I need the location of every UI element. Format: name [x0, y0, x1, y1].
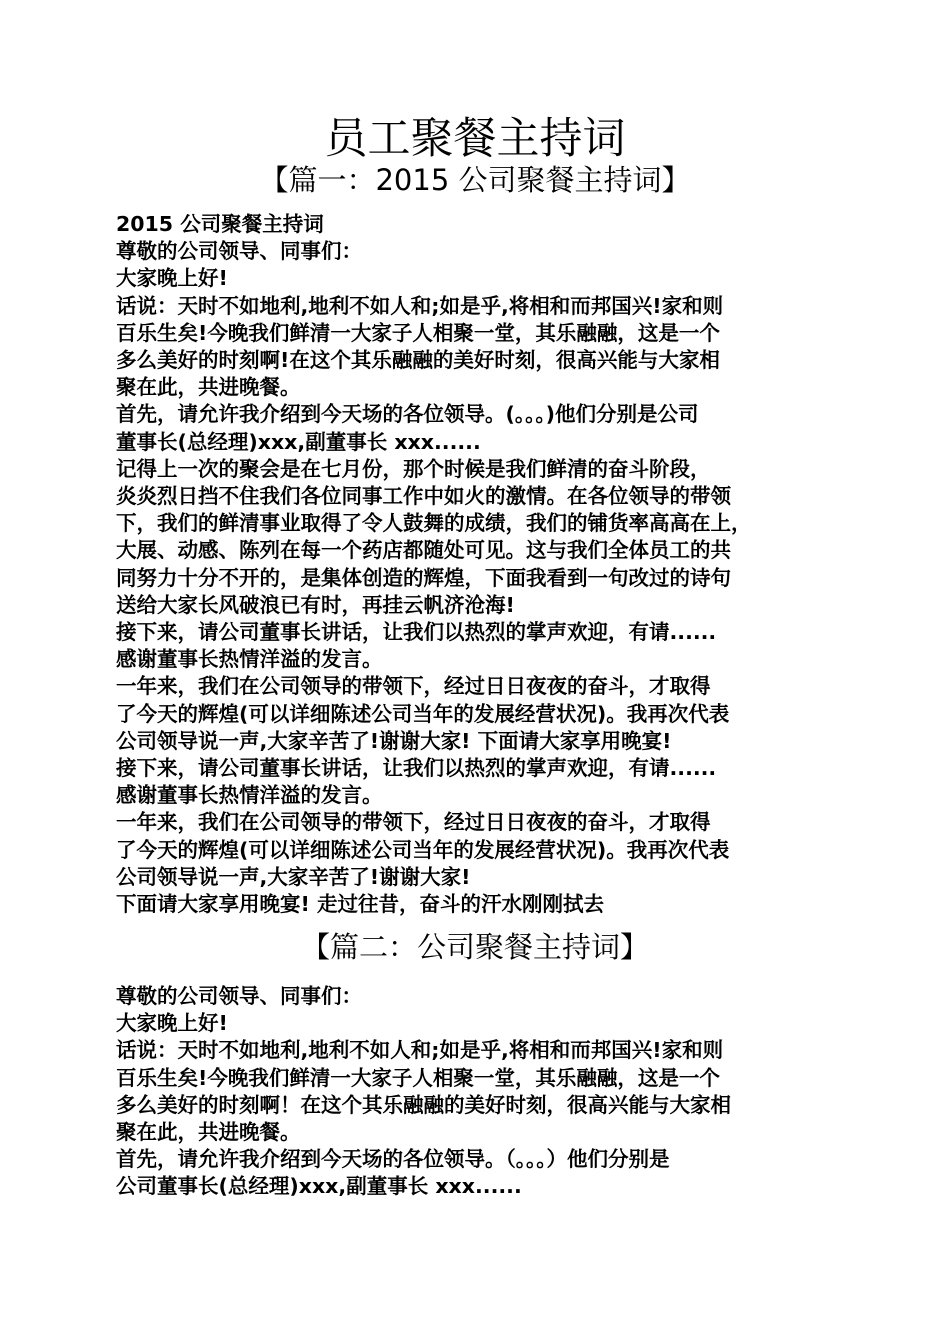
section-body-1	[116, 211, 846, 918]
text-line: 同努力十分不开的，是集体创造的辉煌，下面我看到一句改过的诗句	[116, 565, 731, 590]
text-line: 尊敬的公司领导、同事们：	[116, 239, 362, 264]
text-line: 百乐生矣!今晚我们鲜清一大家子人相聚一堂，其乐融融，这是一个	[116, 320, 720, 345]
text-line: 公司领导说一声,大家辛苦了!谢谢大家! 下面请大家享用晚宴!	[116, 728, 672, 753]
text-line: 首先，请允许我介绍到今天场的各位领导。（。。。）他们分别是	[116, 1147, 670, 1172]
text-line: 聚在此，共进晚餐。	[116, 375, 301, 400]
text-line: 2015 公司聚餐主持词	[116, 212, 324, 236]
text-line: 百乐生矣!今晚我们鲜清一大家子人相聚一堂，其乐融融，这是一个	[116, 1065, 720, 1090]
text-line: 话说：天时不如地利,地利不如人和;如是乎,将相和而邦国兴!家和则	[116, 1038, 724, 1063]
text-line: 大家晚上好!	[116, 266, 228, 291]
text-line: 下，我们的鲜清事业取得了令人鼓舞的成绩，我们的铺货率高高在上，	[116, 511, 752, 536]
text-line: 接下来，请公司董事长讲话，让我们以热烈的掌声欢迎，有请......	[116, 620, 717, 645]
text-line: 炎炎烈日挡不住我们各位同事工作中如火的激情。在各位领导的带领	[116, 484, 731, 509]
text-line: 感谢董事长热情洋溢的发言。	[116, 783, 383, 808]
section-heading-2: 【篇二：公司聚餐主持词】	[300, 930, 649, 964]
text-line: 多么美好的时刻啊!在这个其乐融融的美好时刻，很高兴能与大家相	[116, 348, 720, 373]
text-line: 公司领导说一声,大家辛苦了!谢谢大家!	[116, 864, 471, 889]
text-line: 送给大家长风破浪已有时，再挂云帆济沧海!	[116, 592, 515, 617]
text-line: 董事长(总经理)xxx,副董事长 xxx......	[116, 429, 481, 454]
text-line: 多么美好的时刻啊！在这个其乐融融的美好时刻，很高兴能与大家相	[116, 1092, 731, 1117]
text-line: 尊敬的公司领导、同事们：	[116, 984, 362, 1008]
text-line: 接下来，请公司董事长讲话，让我们以热烈的掌声欢迎，有请......	[116, 756, 717, 781]
text-line: 感谢董事长热情洋溢的发言。	[116, 647, 383, 672]
document-title: 员工聚餐主持词	[324, 114, 626, 164]
text-line: 大家晚上好!	[116, 1011, 228, 1036]
text-line: 一年来，我们在公司领导的带领下，经过日日夜夜的奋斗，才取得	[116, 810, 711, 835]
text-line: 了今天的辉煌(可以详细陈述公司当年的发展经营状况)。我再次代表	[116, 701, 730, 726]
text-line: 公司董事长(总经理)xxx,副董事长 xxx......	[116, 1174, 522, 1199]
text-line: 记得上一次的聚会是在七月份，那个时候是我们鲜清的奋斗阶段，	[116, 456, 711, 481]
text-line: 话说：天时不如地利,地利不如人和;如是乎,将相和而邦国兴!家和则	[116, 293, 724, 318]
section-body-2	[116, 983, 846, 1201]
text-line: 首先，请允许我介绍到今天场的各位领导。(。。。)他们分别是公司	[116, 402, 699, 427]
text-line: 下面请大家享用晚宴! 走过往昔，奋斗的汗水刚刚拭去	[116, 892, 604, 917]
text-line: 了今天的辉煌(可以详细陈述公司当年的发展经营状况)。我再次代表	[116, 837, 730, 862]
section-heading-1: 【篇一：2015 公司聚餐主持词】	[259, 163, 691, 197]
text-line: 聚在此，共进晚餐。	[116, 1120, 301, 1145]
text-line: 一年来，我们在公司领导的带领下，经过日日夜夜的奋斗，才取得	[116, 674, 711, 699]
text-line: 大展、动感、陈列在每一个药店都随处可见。这与我们全体员工的共	[116, 538, 731, 563]
